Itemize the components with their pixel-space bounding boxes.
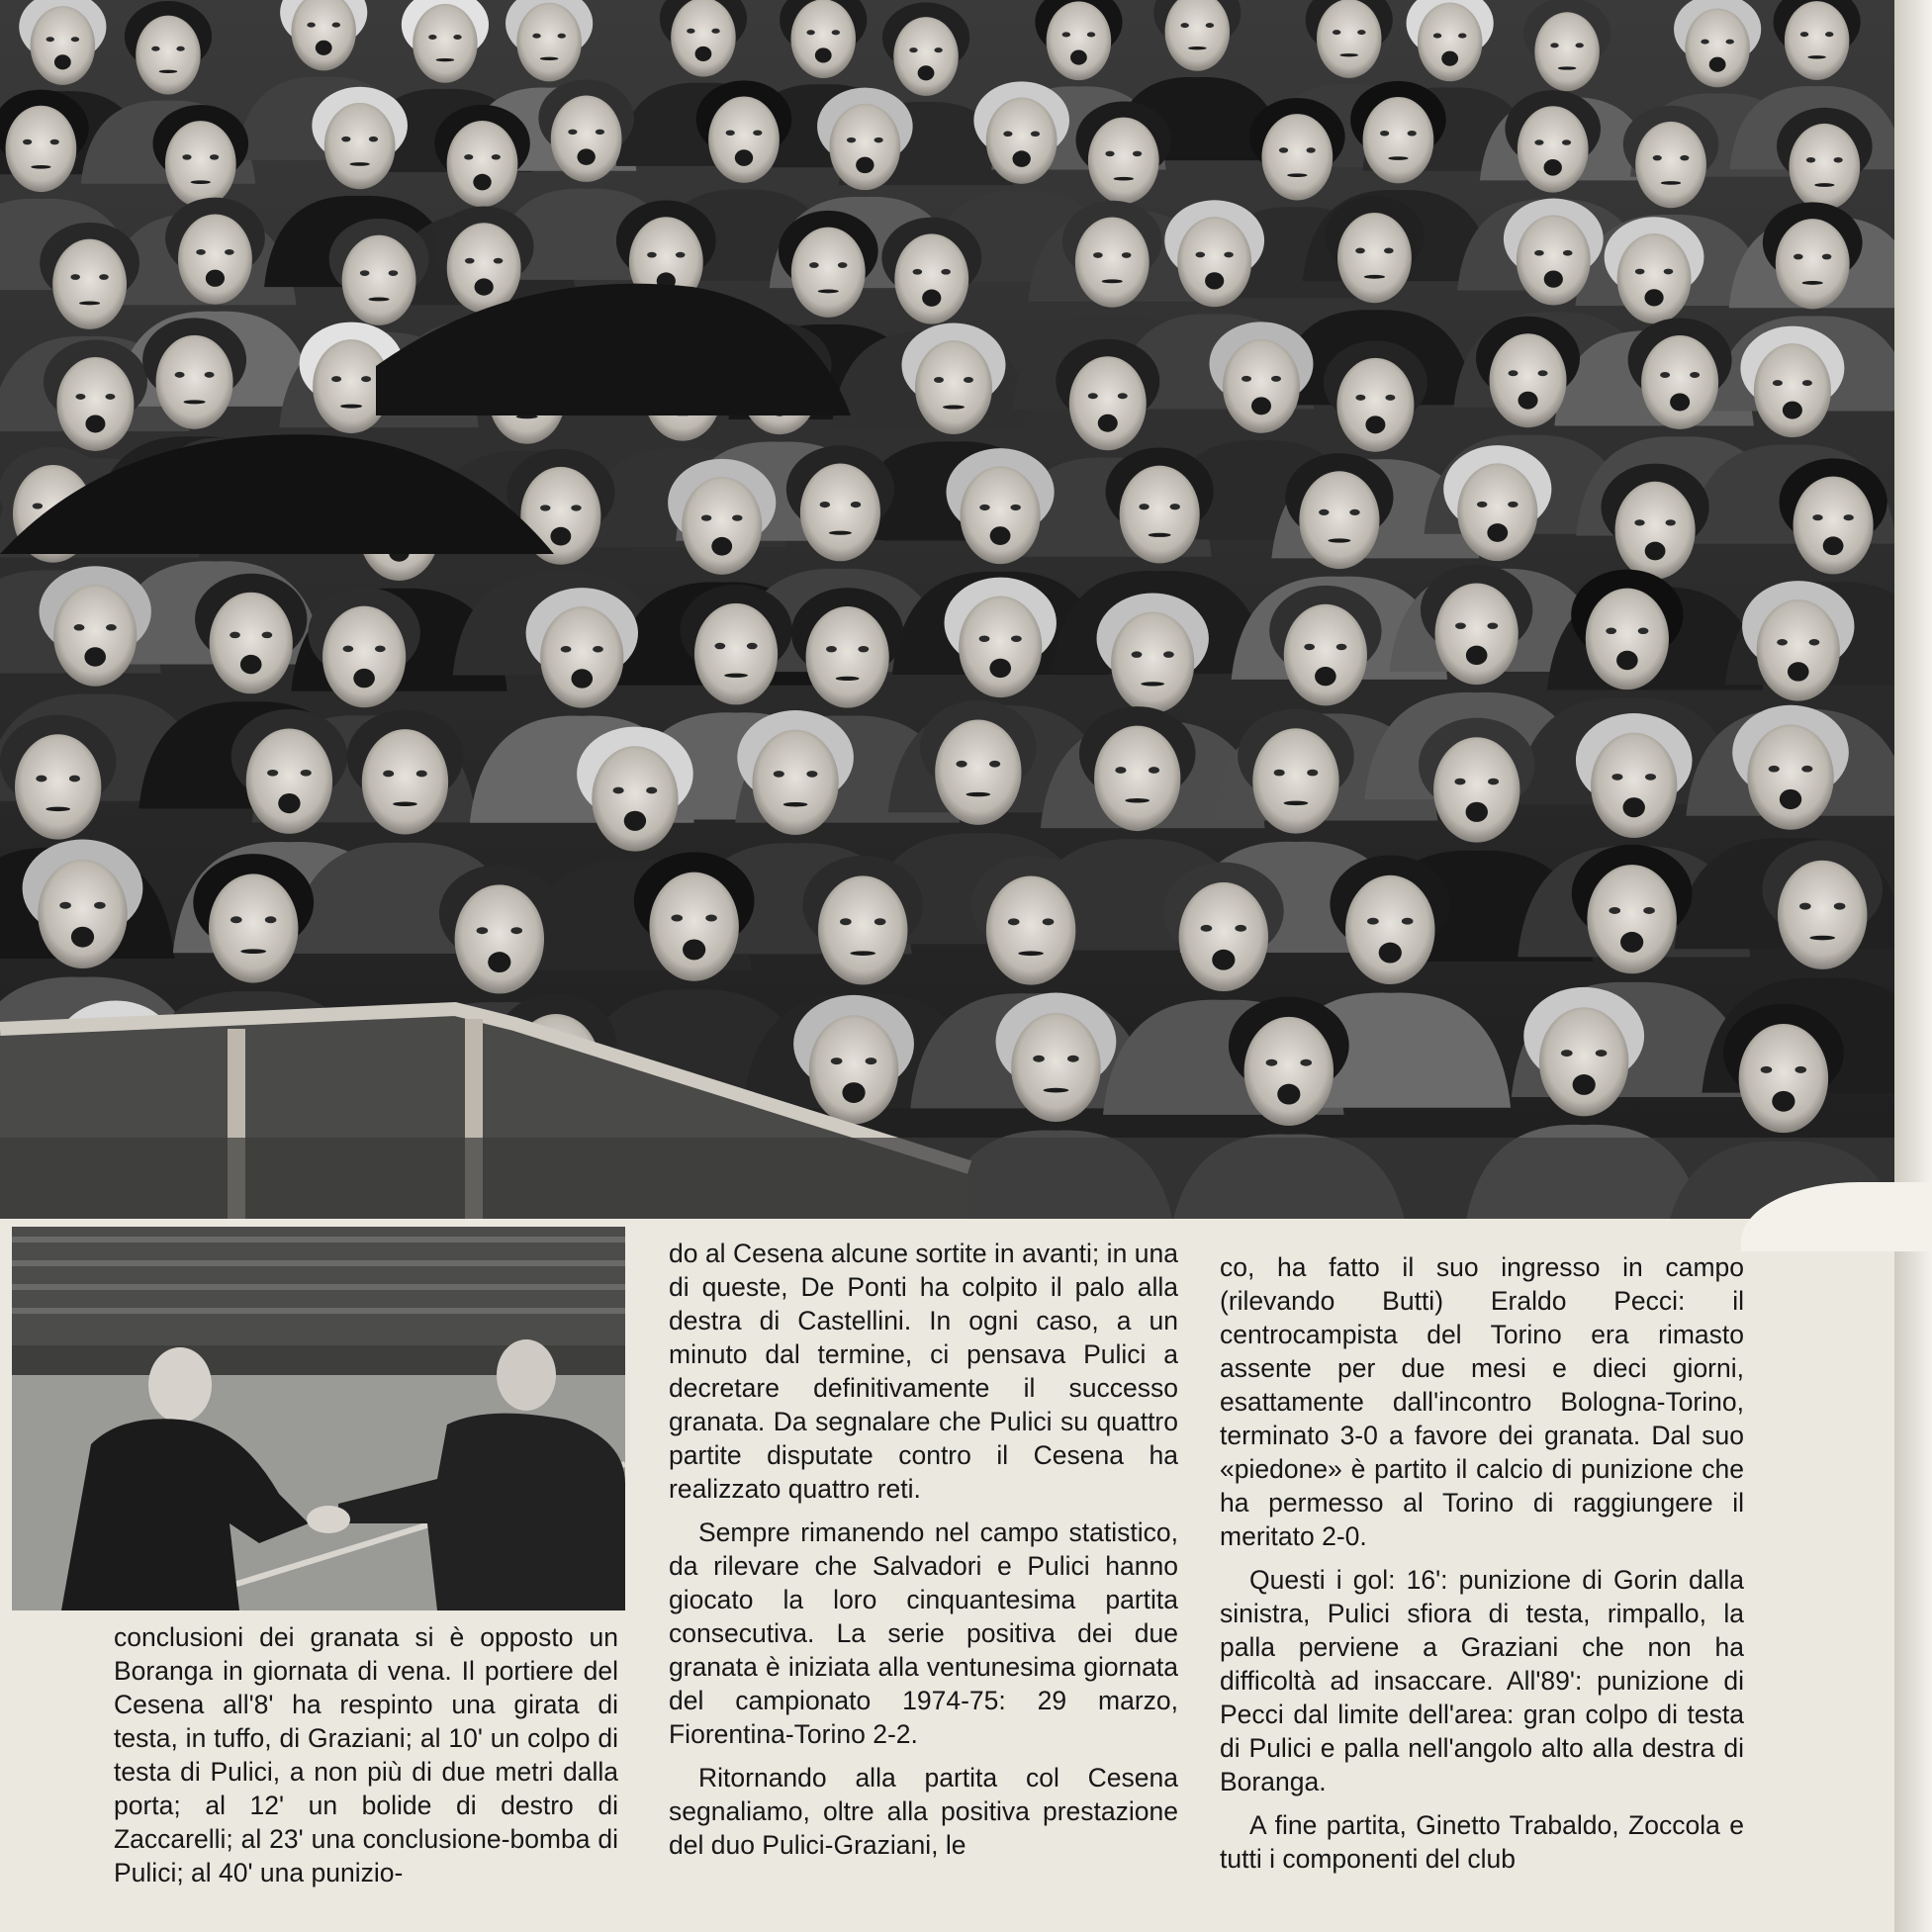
article-column-right [1220, 1250, 1744, 1876]
paragraph: conclusioni dei granata si è opposto un Boranga in giornata di vena. Il portiere del Cesena all'8' ha respinto una girata di testa, in tuffo, di Graziani; al 10' un colpo di testa di Pulici, a non più di due metri dalla porta; al 12' un bolide di destro di Zaccarelli; al 23' una conclusione-bomba di Pulici; al 40' una punizio- [114, 1622, 618, 1887]
paragraph: Ritornando alla partita col Cesena segnaliamo, oltre alla positiva prestazione del duo Pulici-Graziani, le [669, 1763, 1178, 1860]
article-column-left [114, 1620, 618, 1889]
article-column-middle [669, 1237, 1178, 1862]
paragraph: Sempre rimanendo nel campo statistico, da rilevare che Salvadori e Pulici hanno giocato la loro cinquantesima partita consecutiva. La serie positiva dei due granata è iniziata alla ventunesima giornata del campionato 1974-75: 29 marzo, Fiorentina-Torino 2-2. [669, 1518, 1178, 1749]
paragraph: A fine partita, Ginetto Trabaldo, Zoccola e tutti i componenti del club [1220, 1810, 1744, 1874]
paragraph: do al Cesena alcune sortite in avanti; in una di queste, De Ponti ha colpito il palo alla destra di Castellini. In ogni caso, a un minuto dal termine, ci pensava Pulici a decretare definitivamente il successo granata. Da segnalare che Pulici su quattro partite disputate contro il Cesena ha realizzato quattro reti. [669, 1239, 1178, 1504]
paragraph: co, ha fatto il suo ingresso in campo (rilevando Butti) Eraldo Pecci: il centrocampista del Torino era rimasto assente per due mesi e dieci giorni, esattamente dall'incontro Bologna-Torino, terminato 3-0 a favore dei granata. Dal suo «piedone» è partito il calcio di punizione che ha permesso al Torino di raggiungere il meritato 2-0. [1220, 1252, 1744, 1551]
page-edge [1894, 0, 1932, 1932]
paragraph: Questi i gol: 16': punizione di Gorin dalla sinistra, Pulici sfiora di testa, rimpallo, la palla perviene a Graziani che non ha difficoltà ad insaccare. All'89': punizione di Pecci dal limite dell'area: gran colpo di testa di Pulici e palla nell'angolo alto alla destra di Boranga. [1220, 1565, 1744, 1796]
handshake-photo [12, 1227, 625, 1610]
